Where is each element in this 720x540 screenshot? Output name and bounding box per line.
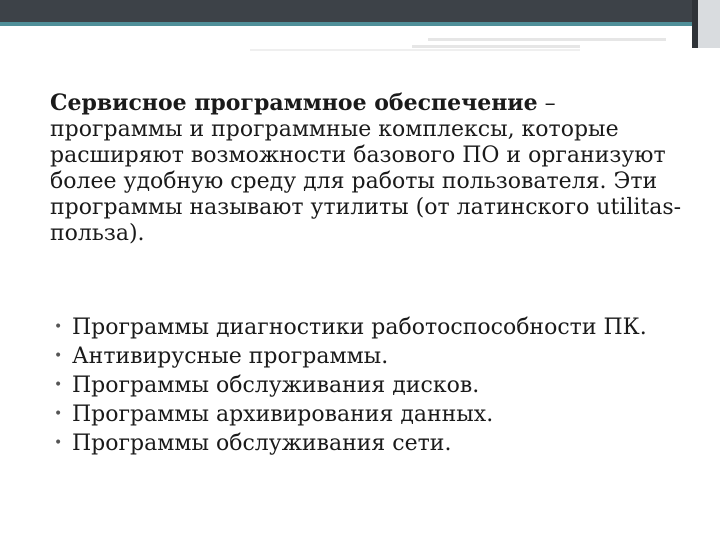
- definition-paragraph: [50, 90, 690, 247]
- list-item: [50, 371, 700, 400]
- decorative-rule: [428, 38, 666, 41]
- slide-header-band: [0, 0, 720, 22]
- bullet-list: [50, 313, 700, 458]
- list-item-text: Программы диагностики работоспособности ПК.: [72, 315, 647, 340]
- list-item-text: Программы обслуживания дисков.: [72, 373, 480, 398]
- decorative-rule: [250, 49, 580, 51]
- bullet-icon: •: [54, 435, 63, 451]
- bullet-icon: •: [54, 406, 63, 422]
- definition-term: Сервисное программное обеспечение: [50, 90, 538, 116]
- list-item: [50, 429, 700, 458]
- header-accent-line: [0, 22, 695, 26]
- list-item: [50, 342, 700, 371]
- list-item-text: Программы обслуживания сети.: [72, 431, 452, 456]
- decorative-rule: [412, 45, 580, 48]
- list-item: [50, 400, 700, 429]
- definition-text: программы и программные комплексы, которые расширяют возможности базового ПО и организуют более удобную среду для работы пользователя. Эти программы называют утилиты (от латинского utilitas-польза).: [50, 117, 682, 246]
- bullet-icon: •: [54, 319, 63, 335]
- list-item-text: Антивирусные программы.: [72, 344, 389, 369]
- list-item-text: Программы архивирования данных.: [72, 402, 494, 427]
- bullet-icon: •: [54, 377, 63, 393]
- definition-dash: –: [537, 91, 556, 116]
- list-item: [50, 313, 700, 342]
- header-corner-strip: [698, 0, 720, 48]
- bullet-icon: •: [54, 348, 63, 364]
